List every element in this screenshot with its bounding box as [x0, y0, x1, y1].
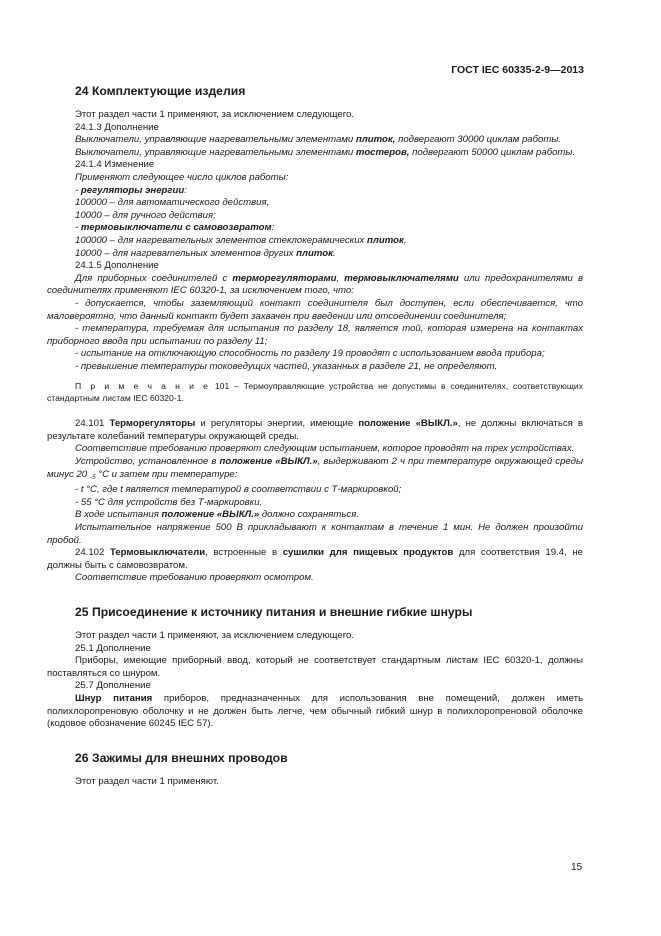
- list-item: - превышение температуры токоведущих частей, указанных в разделе 21, не определяют.: [75, 360, 498, 372]
- list-item: - температура, требуемая для испытания по разделу 18, является той, которая измерена на контактах приборного ввода при испытании по разделу 11;: [47, 323, 583, 347]
- clause-25-7-para: Шнур питания приборов, предназначенных для использования вне помещений, должен иметь полихлоропреновую оболочку и не должен быть легче, чем обычный гибкий шнур в полихлоропреновой оболочке (кодовое обозначение 60245 IEC 57).: [47, 692, 583, 730]
- section-25-intro: Этот раздел части 1 применяют, за исключением следующего.: [75, 630, 355, 641]
- clause-25-1: 25.1 Дополнение: [75, 642, 151, 654]
- clause-24-1-3-para-1: Выключатели, управляющие нагревательными элементами плиток, подвергают 30000 циклам работы.: [75, 134, 562, 146]
- note-101: П р и м е ч а н и е 101 – Термоуправляющие устройства не допустимы в соединителях, соответствующих стандартным листам IEC 60320-1.: [47, 381, 583, 403]
- document-code: ГОСТ IEC 60335-2-9—2013: [451, 64, 584, 76]
- clause-24-1-5: 24.1.5 Дополнение: [75, 260, 159, 272]
- clause-24-101: 24.101 Терморегуляторы и регуляторы энергии, имеющие положение «ВЫКЛ.», не должны включаться в результате колебаний температуры окружающей среды.: [47, 418, 583, 442]
- list-item: 100000 – для автоматического действия,: [75, 197, 270, 209]
- list-item: 10000 – для ручного действия;: [75, 209, 216, 221]
- section-26-title: 26 Зажимы для внешних проводов: [75, 750, 288, 765]
- clause-25-1-para: Приборы, имеющие приборный ввод, который не соответствует стандартным листам IEC 60320-1, должны поставляться со шнуром.: [47, 655, 583, 679]
- list-item: 100000 – для нагревательных элементов стеклокерамических плиток,: [75, 234, 407, 246]
- clause-25-7: 25.7 Дополнение: [75, 680, 151, 692]
- compliance-text: Испытательное напряжение 500 В прикладывают к контактам в течение 1 мин. Не должен произойти пробой.: [47, 522, 583, 546]
- list-item: - 55 °С для устройств без Т-маркировки.: [75, 496, 263, 508]
- clause-24-1-3-para-2: Выключатели, управляющие нагревательными элементами тостеров, подвергают 50000 циклам работы.: [75, 146, 576, 158]
- list-item-thermal-cutouts: - термовыключатели с самовозвратом:: [75, 222, 275, 234]
- clause-24-1-5-para: Для приборных соединителей с терморегуляторами, термовыключателями или предохранителями в соединителях применяют IEC 60320-1, за исключением того, что:: [47, 272, 583, 297]
- clause-24-1-4-intro: Применяют следующее число циклов работы:: [75, 171, 289, 183]
- section-24-title: 24 Комплектующие изделия: [75, 84, 246, 98]
- list-item: - испытание на отключающую способность по разделу 19 проводят с использованием ввода прибора;: [75, 348, 545, 360]
- compliance-text: Соответствие требованию проверяют осмотром.: [75, 572, 314, 584]
- clause-24-1-4: 24.1.4 Изменение: [75, 159, 155, 171]
- section-24-intro: Этот раздел части 1 применяют, за исключением следующего.: [75, 109, 355, 120]
- list-item: - допускается, чтобы заземляющий контакт соединителя был доступен, если обеспечивается, что маловероятно, что данный контакт будет захвачен при введении или отсоединении соединителя;: [47, 297, 583, 322]
- clause-24-102: 24.102 Термовыключатели, встроенные в сушилки для пищевых продуктов для соответствия 19.4, не должны быть с самовозвратом.: [47, 547, 584, 571]
- page-number: 15: [571, 862, 583, 873]
- list-item: - t °С, где t является температурой в соответствии с Т-маркировкой;: [75, 484, 402, 496]
- compliance-text: Соответствие требованию проверяют следующим испытанием, которое проводят на трех устройствах.: [75, 443, 575, 455]
- page-body: [47, 84, 583, 788]
- compliance-text: Устройство, установленное в положение «ВЫКЛ.», выдерживают 2 ч при температуре окружающей среды минус 20 $_{-5}$ °С и затем при температуре:: [47, 456, 584, 481]
- list-item: 10000 – для нагревательных элементов других плиток.: [75, 247, 336, 259]
- section-26-intro: Этот раздел части 1 применяют.: [75, 775, 219, 787]
- list-item-energy-regulators: - регуляторы энергии:: [75, 184, 187, 196]
- compliance-text: В ходе испытания положение «ВЫКЛ.» должно сохраняться.: [75, 509, 360, 521]
- section-25-title: 25 Присоединение к источнику питания и внешние гибкие шнуры: [75, 605, 473, 619]
- clause-24-1-3: 24.1.3 Дополнение: [75, 121, 159, 133]
